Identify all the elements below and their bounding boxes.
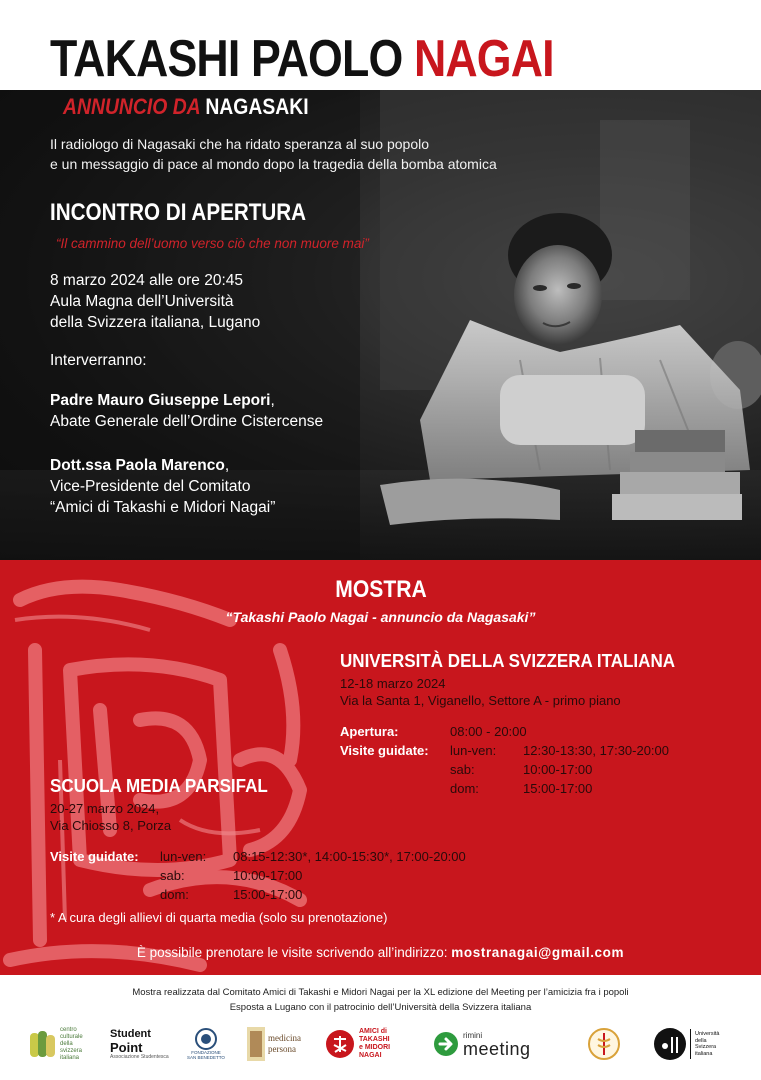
usi-apertura-value: 08:00 - 20:00 xyxy=(450,724,527,739)
centro-line-5: italiana xyxy=(60,1054,80,1061)
incontro-heading: INCONTRO DI APERTURA xyxy=(50,199,307,226)
centro-line-3: della xyxy=(60,1040,73,1047)
logo-centro-culturale xyxy=(30,1022,83,1066)
logo-usi xyxy=(653,1022,719,1066)
mostra-heading xyxy=(0,576,761,604)
parsifal-address: Via Chiosso 8, Porza xyxy=(50,818,172,833)
parsifal-heading: SCUOLA MEDIA PARSIFAL xyxy=(50,775,268,796)
centro-line-2: culturale xyxy=(60,1033,83,1040)
logo-amici-nagai xyxy=(325,1022,390,1066)
rimini-line-2: meeting xyxy=(463,1038,531,1059)
amici-line-1: AMICI di xyxy=(359,1028,387,1035)
parsifal-row-3-time: 15:00-17:00 xyxy=(233,887,303,902)
usi-logo-line-1: Università xyxy=(695,1031,720,1037)
intro-line-2: e un messaggio di pace al mondo dopo la tragedia della bomba atomica xyxy=(50,156,497,172)
mostra-quote: “Takashi Paolo Nagai - annuncio da Nagasaki” xyxy=(225,609,536,625)
parsifal-dates: 20-27 marzo 2024, xyxy=(50,801,160,816)
speaker-2-role-2: “Amici di Takashi e Midori Nagai” xyxy=(50,499,276,516)
fondazione-line-1: FONDAZIONE xyxy=(191,1050,221,1055)
subtitle xyxy=(63,94,309,120)
booking-text: È possibile prenotare le visite scrivendo all’indirizzo: xyxy=(136,945,452,960)
usi-logo-line-2: della xyxy=(695,1037,707,1044)
logo-medicina-persona xyxy=(247,1022,301,1066)
subtitle-part-2: NAGASAKI xyxy=(205,94,309,119)
speaker-1-role: Abate Generale dell’Ordine Cistercense xyxy=(50,413,324,430)
speaker-2-role-1: Vice-Presidente del Comitato xyxy=(50,478,251,495)
incontro-place-1: Aula Magna dell’Università xyxy=(50,293,234,310)
fondazione-icon xyxy=(195,1028,217,1050)
usi-row-2-time: 10:00-17:00 xyxy=(523,762,593,777)
usi-row-2-day: sab: xyxy=(450,762,475,777)
parsifal-row-1-day: lun-ven: xyxy=(160,849,207,864)
subtitle-part-1: ANNUNCIO DA xyxy=(63,94,206,119)
usi-row-3-day: dom: xyxy=(450,781,479,796)
student-point-line-3: Associazione Studentesca xyxy=(110,1054,169,1060)
parsifal-row-2-day: sab: xyxy=(160,868,185,883)
usi-details xyxy=(340,675,621,709)
footer-line-1: Mostra realizzata dal Comitato Amici di Takashi e Midori Nagai per la XL edizione del Meeting per l’amicizia fra i popoli xyxy=(132,987,629,998)
rimini-line-1: rimini xyxy=(463,1030,483,1040)
speaker-2-suffix: , xyxy=(224,457,230,474)
amici-line-2: TAKASHI xyxy=(359,1036,390,1043)
title-part-1: TAKASHI PAOLO xyxy=(50,30,414,88)
usi-dates: 12-18 marzo 2024 xyxy=(340,676,446,691)
amici-line-4: NAGAI xyxy=(359,1052,382,1059)
amici-seal-icon xyxy=(325,1029,355,1059)
logo-caduceus xyxy=(587,1022,621,1066)
meeting-arrow-icon xyxy=(433,1031,459,1057)
centro-line-4: svizzera xyxy=(60,1047,83,1054)
usi-row-1-day: lun-ven: xyxy=(450,743,497,758)
intro-line-1: Il radiologo di Nagasaki che ha ridato speranza al suo popolo xyxy=(50,136,430,152)
parsifal-row-3-day: dom: xyxy=(160,887,189,902)
centro-line-1: centro xyxy=(60,1026,77,1033)
amici-line-3: e MIDORI xyxy=(359,1044,391,1051)
title-part-2: NAGAI xyxy=(413,30,554,88)
parsifal-details xyxy=(50,800,171,834)
speaker-1-name: Padre Mauro Giuseppe Lepori xyxy=(50,392,271,409)
page-title xyxy=(50,30,554,88)
usi-logo-line-3: Svizzera xyxy=(695,1044,717,1050)
parsifal-row-1-time: 08:15-12:30*, 14:00-15:30*, 17:00-20:00 xyxy=(233,849,466,864)
incontro-quote: “Il cammino dell’uomo verso ciò che non muore mai” xyxy=(56,236,369,251)
usi-row-3-time: 15:00-17:00 xyxy=(523,781,593,796)
logo-student-point xyxy=(110,1022,169,1066)
fondazione-line-2: SAN BENEDETTO xyxy=(187,1055,225,1060)
student-point-line-2: Point xyxy=(110,1040,143,1055)
mostra-heading-text: MOSTRA xyxy=(334,576,427,603)
logo-rimini-meeting xyxy=(433,1022,531,1066)
footer-line-2: Esposta a Lugano con il patrocinio dell’Università della Svizzera italiana xyxy=(229,1002,532,1013)
parsifal-visite-label: Visite guidate: xyxy=(50,849,139,864)
usi-divider xyxy=(690,1029,691,1059)
medicina-icon xyxy=(247,1027,265,1061)
usi-visite-label: Visite guidate: xyxy=(340,743,429,758)
sponsor-logos xyxy=(25,1022,736,1066)
usi-heading: UNIVERSITÀ DELLA SVIZZERA ITALIANA xyxy=(340,650,676,671)
incontro-place-2: della Svizzera italiana, Lugano xyxy=(50,314,261,331)
parsifal-row-2-time: 10:00-17:00 xyxy=(233,868,303,883)
parsifal-schedule xyxy=(50,847,530,907)
footer-credits xyxy=(0,985,761,1015)
centro-culturale-icon xyxy=(30,1029,56,1059)
usi-schedule xyxy=(340,722,740,802)
booking-line xyxy=(0,945,761,960)
booking-email-link[interactable]: mostranagai@gmail.com xyxy=(451,945,625,960)
usi-apertura-label: Apertura: xyxy=(340,724,399,739)
intro-text xyxy=(50,134,497,174)
speaker-1-suffix: , xyxy=(270,392,275,409)
usi-address: Via la Santa 1, Viganello, Settore A - primo piano xyxy=(340,693,621,708)
usi-logo-icon xyxy=(653,1027,687,1061)
logo-fondazione xyxy=(187,1022,225,1066)
speaker-2 xyxy=(50,455,275,518)
caduceus-icon xyxy=(587,1027,621,1061)
medicina-line-2: persona xyxy=(268,1044,296,1054)
speaker-2-name: Dott.ssa Paola Marenco xyxy=(50,457,225,474)
interverranno-label: Interverranno: xyxy=(50,352,147,369)
medicina-line-1: medicina xyxy=(268,1033,301,1043)
incontro-details xyxy=(50,270,260,333)
footnote: * A cura degli allievi di quarta media (solo su prenotazione) xyxy=(50,910,388,925)
usi-logo-line-4: italiana xyxy=(695,1050,713,1057)
usi-row-1-time: 12:30-13:30, 17:30-20:00 xyxy=(523,743,670,758)
speaker-1 xyxy=(50,390,323,432)
incontro-date: 8 marzo 2024 alle ore 20:45 xyxy=(50,272,244,289)
student-point-line-1: Student xyxy=(110,1028,151,1040)
